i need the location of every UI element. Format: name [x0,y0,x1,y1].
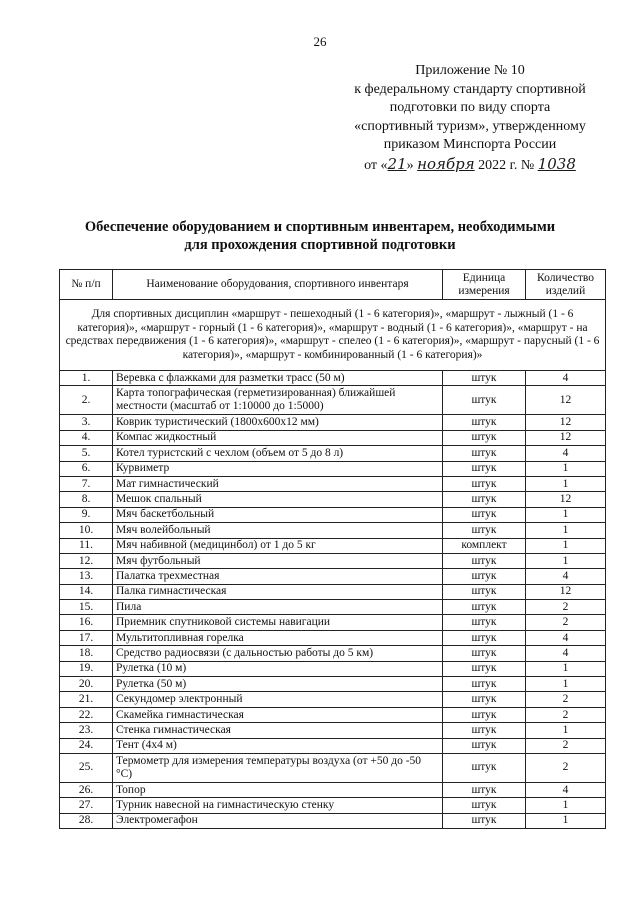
table-row [60,630,606,645]
cell-num: 12. [60,553,113,568]
cell-qty: 4 [526,782,606,797]
cell-unit: штук [443,476,526,491]
cell-unit: штук [443,415,526,430]
cell-qty: 1 [526,507,606,522]
cell-unit: штук [443,371,526,386]
cell-qty: 2 [526,615,606,630]
cell-name: Палка гимнастическая [113,584,443,599]
cell-unit: штук [443,782,526,797]
table-row [60,723,606,738]
annex-line: Приложение № 10 [415,63,525,78]
cell-name: Тент (4х4 м) [113,738,443,753]
cell-num: 19. [60,661,113,676]
cell-num: 15. [60,600,113,615]
page-number: 26 [313,34,327,49]
cell-unit: штук [443,813,526,828]
cell-num: 14. [60,584,113,599]
cell-qty: 4 [526,630,606,645]
cell-name: Пила [113,600,443,615]
equipment-table [59,269,606,829]
cell-name: Стенка гимнастическая [113,723,443,738]
table-row [60,507,606,522]
cell-qty: 1 [526,813,606,828]
cell-name: Средство радиосвязи (с дальностью работы до 5 км) [113,646,443,661]
title-line-2: для прохождения спортивной подготовки [184,237,456,253]
table-row [60,386,606,415]
cell-num: 13. [60,569,113,584]
cell-name: Компас жидкостный [113,430,443,445]
cell-name: Коврик туристический (1800х600х12 мм) [113,415,443,430]
table-row [60,600,606,615]
handwritten-day: 21 [387,154,407,173]
header-name: Наименование оборудования, спортивного инвентаря [113,270,443,300]
annex-line: подготовки по виду спорта [389,100,551,115]
cell-unit: штук [443,569,526,584]
table-row [60,798,606,813]
date-year: 2022 г. № [478,157,535,173]
table-row [60,415,606,430]
table-row [60,738,606,753]
cell-qty: 2 [526,707,606,722]
cell-name: Приемник спутниковой системы навигации [113,615,443,630]
table-row [60,569,606,584]
cell-unit: штук [443,692,526,707]
cell-unit: штук [443,430,526,445]
cell-unit: штук [443,798,526,813]
table-row [60,430,606,445]
cell-unit: штук [443,615,526,630]
handwritten-order-number: 1038 [537,154,576,173]
cell-name: Мультитопливная горелка [113,630,443,645]
cell-unit: штук [443,646,526,661]
cell-name: Мяч набивной (медицинбол) от 1 до 5 кг [113,538,443,553]
cell-name: Мешок спальный [113,492,443,507]
cell-qty: 1 [526,476,606,491]
cell-num: 11. [60,538,113,553]
cell-qty: 12 [526,492,606,507]
header-qty: Количество изделий [526,270,606,300]
cell-num: 17. [60,630,113,645]
cell-num: 25. [60,753,113,782]
cell-name: Мяч баскетбольный [113,507,443,522]
table-row [60,782,606,797]
cell-num: 20. [60,677,113,692]
handwritten-month: ноября [417,154,475,173]
cell-num: 4. [60,430,113,445]
cell-num: 28. [60,813,113,828]
group-disciplines-text: Для спортивных дисциплин «маршрут - пешеходный (1 - 6 категория)», «маршрут - лыжный (1 - 6 категория)», «маршрут - горный (1 - 6 категория)», «маршрут - водный (1 - 6 категория)», «маршрут - на средствах передвижения (1 - 6 категория)», «маршрут - спелео (1 - 6 категория)», «маршрут - парусный (1 - 6 категория)», «маршрут - комбинированный (1 - 6 категория)» [60,300,606,371]
cell-name: Веревка с флажками для разметки трасс (50 м) [113,371,443,386]
cell-qty: 1 [526,798,606,813]
cell-unit: штук [443,386,526,415]
cell-name: Рулетка (10 м) [113,661,443,676]
cell-num: 6. [60,461,113,476]
cell-name: Рулетка (50 м) [113,677,443,692]
cell-name: Электромегафон [113,813,443,828]
table-row [60,692,606,707]
order-date-line [330,155,610,176]
cell-qty: 2 [526,738,606,753]
table-row [60,661,606,676]
cell-unit: штук [443,707,526,722]
cell-unit: штук [443,738,526,753]
cell-num: 23. [60,723,113,738]
header-unit: Единица измерения [443,270,526,300]
cell-name: Курвиметр [113,461,443,476]
cell-name: Карта топографическая (герметизированная) ближайшей местности (масштаб от 1:10000 до 1:5000) [113,386,443,415]
table-row [60,615,606,630]
cell-qty: 4 [526,446,606,461]
header-num: № п/п [60,270,113,300]
cell-name: Котел туристский с чехлом (объем от 5 до 8 л) [113,446,443,461]
cell-name: Мат гимнастический [113,476,443,491]
cell-unit: штук [443,553,526,568]
cell-num: 2. [60,386,113,415]
cell-num: 1. [60,371,113,386]
cell-num: 8. [60,492,113,507]
cell-num: 5. [60,446,113,461]
cell-qty: 1 [526,723,606,738]
cell-name: Турник навесной на гимнастическую стенку [113,798,443,813]
cell-name: Мяч футбольный [113,553,443,568]
table-row [60,492,606,507]
cell-qty: 1 [526,538,606,553]
cell-unit: штук [443,507,526,522]
cell-name: Топор [113,782,443,797]
cell-num: 18. [60,646,113,661]
cell-qty: 4 [526,646,606,661]
table-row [60,584,606,599]
cell-name: Палатка трехместная [113,569,443,584]
cell-qty: 12 [526,415,606,430]
cell-unit: штук [443,661,526,676]
cell-qty: 12 [526,386,606,415]
document-title [40,218,600,254]
cell-unit: штук [443,630,526,645]
cell-qty: 1 [526,461,606,476]
cell-qty: 1 [526,523,606,538]
cell-num: 24. [60,738,113,753]
cell-qty: 4 [526,371,606,386]
table-row [60,753,606,782]
cell-unit: комплект [443,538,526,553]
table-row [60,813,606,828]
annex-line: «спортивный туризм», утвержденному [354,118,586,134]
date-mid: » [406,157,414,173]
cell-num: 27. [60,798,113,813]
cell-num: 22. [60,707,113,722]
annex-line: к федеральному стандарту спортивной [354,81,586,97]
cell-unit: штук [443,446,526,461]
cell-unit: штук [443,753,526,782]
table-row [60,476,606,491]
title-line-1: Обеспечение оборудованием и спортивным инвентарем, необходимыми [84,219,556,235]
table-header-row [60,270,606,300]
cell-qty: 1 [526,677,606,692]
table-row [60,646,606,661]
table-row [60,446,606,461]
cell-qty: 2 [526,600,606,615]
cell-num: 16. [60,615,113,630]
cell-unit: штук [443,600,526,615]
cell-unit: штук [443,584,526,599]
cell-num: 3. [60,415,113,430]
group-row [60,300,606,371]
table-row [60,523,606,538]
cell-name: Скамейка гимнастическая [113,707,443,722]
cell-qty: 4 [526,569,606,584]
table-row [60,538,606,553]
cell-unit: штук [443,461,526,476]
table-row [60,371,606,386]
cell-qty: 2 [526,753,606,782]
cell-qty: 1 [526,661,606,676]
cell-name: Мяч волейбольный [113,523,443,538]
table-row [60,677,606,692]
table-row [60,553,606,568]
cell-num: 7. [60,476,113,491]
table-row [60,707,606,722]
annex-line: приказом Минспорта России [383,137,557,152]
annex-header [330,62,610,175]
cell-qty: 2 [526,692,606,707]
cell-unit: штук [443,723,526,738]
cell-num: 9. [60,507,113,522]
cell-name: Секундомер электронный [113,692,443,707]
cell-qty: 1 [526,553,606,568]
cell-unit: штук [443,492,526,507]
cell-qty: 12 [526,584,606,599]
cell-num: 10. [60,523,113,538]
cell-num: 26. [60,782,113,797]
cell-unit: штук [443,523,526,538]
date-prefix: от « [364,157,388,173]
cell-unit: штук [443,677,526,692]
cell-num: 21. [60,692,113,707]
cell-name: Термометр для измерения температуры воздуха (от +50 до -50 °С) [113,753,443,782]
cell-qty: 12 [526,430,606,445]
table-row [60,461,606,476]
